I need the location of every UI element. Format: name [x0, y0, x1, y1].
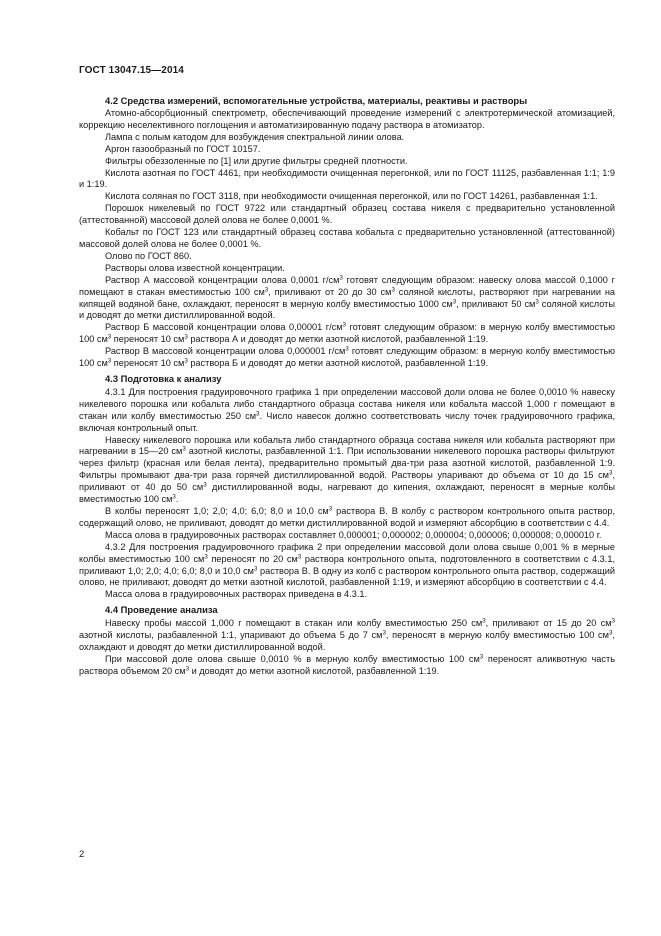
paragraph: Аргон газообразный по ГОСТ 10157. — [105, 143, 261, 154]
section-4-4-title: 4.4 Проведение анализа — [105, 604, 218, 616]
page-number: 2 — [79, 849, 85, 860]
paragraph: Навеску пробы массой 1,000 г помещают в стакан или колбу вместимостью 250 $см^3$, приливают от 15 до 20 $см^3$ азотной кислоты, разбавленной 1:1, упаривают до объема 5 до 7 $см^3$, переносят в мерную колбу вместимостью 100 $см^3$, охлаждают и доводят до метки дистиллированной водой. — [79, 617, 615, 653]
paragraph: При массовой доле олова свыше 0,0010 % в мерную колбу вместимостью 100 $см^3$ переносят аликвотную часть раствора объемом 20 $см^3$ и доводят до метки азотной кислотой, разбавленной 1:19. — [79, 653, 615, 676]
paragraph-4-3-1: 4.3.1 Для построения градуировочного графика 1 при определении массовой доли олова не более 0,0010 % навеску никелевого порошка или кобальта либо стандартного образца состава никеля или кобальта массой 1,000 г помещают в стакан или колбу вместимостью 250 $см^3$. Число навесок должно соответствовать числу точек градуировочного графика, включая контрольный опыт. — [79, 386, 615, 433]
paragraph: Навеску никелевого порошка или кобальта либо стандартного образца состава никеля или кобальта растворяют при нагревании в 15—20 $см^3$ азотной кислоты, разбавленной 1:1. При использовании никелевого порошка растворы фильтруют через фильтр (красная или белая лента), предварительно промытый два-три раза азотной кислотой, разбавленной 1:9. Фильтры промывают два-три раза горячей дистиллированной водой. Растворы упаривают до объема от 10 до 15 $см^3$, приливают от 40 до 50 $см^3$ дистиллированной воды, нагревают до кипения, охлаждают, переносят в мерные колбы вместимостью 100 $см^3$. — [79, 434, 615, 505]
paragraph-solution-v: Раствор В массовой концентрации олова 0,000001 $г/см^3$ готовят следующим образом: в мерную колбу вместимостью 100 $см^3$ переносят 10 $см^3$ раствора Б и доводят до метки азотной кислотой, разбавленной 1:19. — [79, 345, 616, 369]
paragraph: Кобальт по ГОСТ 123 или стандартный образец состава кобальта с предварительно установленной (аттестованной) массовой долей олова не более 0,0001 %. — [79, 227, 615, 249]
section-4-3-title: 4.3 Подготовка к анализу — [105, 372, 222, 384]
paragraph: Масса олова в градуировочных растворах составляет 0,000001; 0,000002; 0,000004; 0,000006; 0,000008; 0,000010 г. — [105, 529, 602, 540]
paragraph: Кислота азотная по ГОСТ 4461, при необходимости очищенная перегонкой, или по ГОСТ 11125, разбавленная 1:1; 1:9 и 1:19. — [79, 167, 615, 190]
paragraph: Порошок никелевый по ГОСТ 9722 или стандартный образец состава никеля с предварительно установленной (аттестованной) массовой долей олова не более 0,0001 %. — [79, 203, 615, 226]
paragraph: Кислота соляная по ГОСТ 3118, при необходимости очищенная перегонкой, или по ГОСТ 14261, разбавленная 1:1. — [105, 191, 598, 202]
paragraph-solution-a: Раствор А массовой концентрации олова 0,0001 $г/см^3$ готовят следующим образом: навеску олова массой 0,1000 г помещают в стакан вместимостью 100 $см^3$, приливают от 20 до 30 $см^3$ соляной кислоты, растворяют при нагревании на кипящей водяной бане, охлаждают, переносят в мерную колбу вместимостью 1000 $см^3$, приливают 50 $см^3$ соляной кислоты и доводят до метки дистиллированной водой. — [79, 274, 616, 321]
paragraph-solution-b: Раствор Б массовой концентрации олова 0,00001 $г/см^3$ готовят следующим образом: в мерную колбу вместимостью 100 $см^3$ переносят 10 $см^3$ раствора А и доводят до метки азотной кислотой, разбавленной 1:19. — [79, 321, 616, 345]
paragraph: Масса олова в градуировочных растворах приведена в 4.3.1. — [105, 589, 368, 600]
paragraph: Атомно-абсорбционный спектрометр, обеспечивающий проведение измерений с электротермической атомизацией, коррекцию неселективного поглощения и автоматизированную подачу раствора в атомизатор. — [79, 108, 615, 130]
section-4-2-title: 4.2 Средства измерений, вспомогательные устройства, материалы, реактивы и растворы — [105, 95, 528, 106]
document-body — [79, 94, 615, 678]
document-page — [79, 0, 615, 936]
paragraph: В колбы переносят 1,0; 2,0; 4,0; 6,0; 8,0 и 10,0 $см^3$ раствора В. В колбу с раствором контрольного опыта раствор, содержащий олово, не приливают, доводят до метки дистиллированной водой и измеряют абсорбцию в соответствии с 4.4. — [79, 505, 616, 528]
paragraph: Фильтры обеззоленные по [1] или другие фильтры средней плотности. — [105, 155, 408, 166]
paragraph-4-3-2: 4.3.2 Для построения градуировочного графика 2 при определении массовой доли олова свыше 0,001 % в мерные колбы вместимостью 100 $см^3$ переносят по 20 $см^3$ раствора контрольного опыта, подготовленного в соответствии с 4.3.1, приливают 1,0; 2,0; 4,0; 6,0; 8,0 и 10,0 $см^3$ раствора В. В одну из колб с раствором контрольного опыта раствор, содержащий олово, не приливают, доводят до метки азотной кислотой, разбавленной 1:19, и измеряют абсорбцию в соответствии с 4.4. — [79, 541, 615, 588]
paragraph: Растворы олова известной концентрации. — [105, 262, 285, 273]
paragraph: Лампа с полым катодом для возбуждения спектральной линии олова. — [105, 131, 405, 142]
standard-header: ГОСТ 13047.15—2014 — [79, 65, 184, 76]
paragraph: Олово по ГОСТ 860. — [105, 250, 192, 261]
